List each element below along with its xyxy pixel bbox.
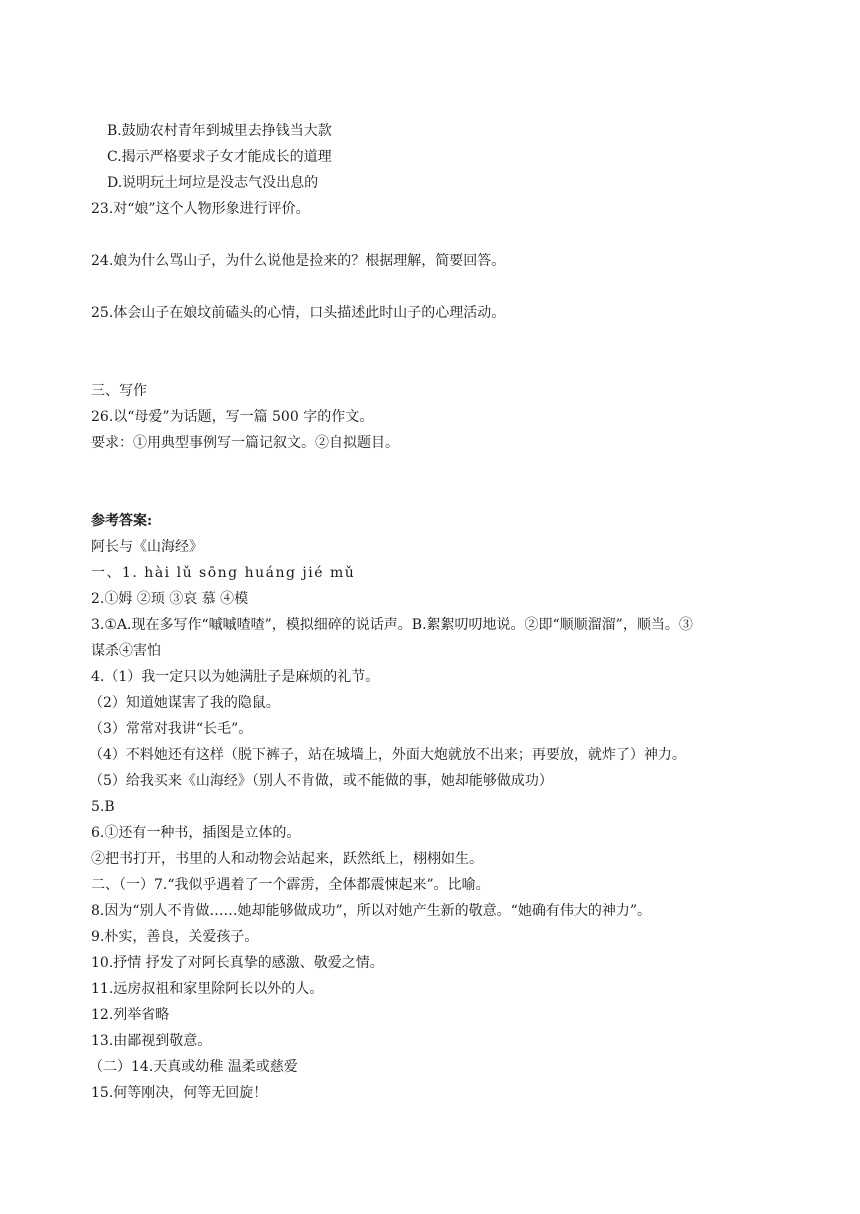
answer-5: 5.B bbox=[91, 799, 115, 815]
answer-6-1: 6.①还有一种书，插图是立体的。 bbox=[91, 825, 301, 841]
question-25: 25.体会山子在娘坟前磕头的心情，口头描述此时山子的心理活动。 bbox=[91, 305, 506, 321]
answer-4-1: 4.（1）我一定只以为她满肚子是麻烦的礼节。 bbox=[91, 669, 380, 685]
answer-12: 12.列举省略 bbox=[91, 1007, 170, 1023]
answer-11: 11.远房叔祖和家里除阿长以外的人。 bbox=[91, 981, 324, 997]
answer-4-5: （5）给我买来《山海经》（别人不肯做，或不能做的事，她却能够做成功） bbox=[89, 773, 553, 789]
answer-2: 2.①姆 ②顼 ③哀 慕 ④模 bbox=[91, 591, 249, 607]
answer-9: 9.朴实，善良，关爱孩子。 bbox=[91, 929, 259, 945]
answer-7: 二、（一）7.“我似乎遇着了一个霹雳，全体都震悚起来”。比喻。 bbox=[91, 877, 490, 893]
question-24: 24.娘为什么骂山子，为什么说他是捡来的？根据理解，简要回答。 bbox=[91, 253, 506, 269]
option-c: C.揭示严格要求子女才能成长的道理 bbox=[107, 149, 332, 165]
question-26: 26.以“母爱”为话题，写一篇 500 字的作文。 bbox=[91, 409, 374, 425]
answer-6-2: ②把书打开，书里的人和动物会站起来，跃然纸上，栩栩如生。 bbox=[91, 851, 483, 867]
option-b: B.鼓励农村青年到城里去挣钱当大款 bbox=[107, 123, 332, 139]
answer-10: 10.抒情 抒发了对阿长真挚的感激、敬爱之情。 bbox=[91, 955, 384, 971]
answer-14: （二）14.天真或幼稚 温柔或慈爱 bbox=[89, 1059, 298, 1075]
question-23: 23.对“娘”这个人物形象进行评价。 bbox=[91, 201, 310, 217]
answer-8: 8.因为“别人不肯做……她却能够做成功”，所以对她产生新的敬意。“她确有伟大的神力”。 bbox=[91, 903, 651, 919]
answers-heading: 参考答案: bbox=[91, 513, 153, 529]
writing-requirement: 要求：①用典型事例写一篇记叙文。②自拟题目。 bbox=[91, 435, 399, 451]
answer-3-line-2: 谋杀④害怕 bbox=[91, 643, 161, 659]
answer-3-line-1: 3.①A.现在多写作“嘁嘁喳喳”，模拟细碎的说话声。B.絮絮叨叨地说。②即“顺顺溜溜”，顺当。③ bbox=[91, 617, 693, 633]
option-d: D.说明玩土坷垃是没志气没出息的 bbox=[107, 175, 319, 191]
answer-1: 一、1. hài lǔ sōng huáng jié mǔ bbox=[91, 565, 356, 581]
answers-title: 阿长与《山海经》 bbox=[91, 539, 203, 555]
answer-4-4: （4）不料她还有这样（脱下裤子，站在城墙上，外面大炮就放不出来；再要放，就炸了）神力。 bbox=[89, 747, 686, 763]
answer-15: 15.何等刚决，何等无回旋！ bbox=[91, 1085, 268, 1101]
answer-13: 13.由鄙视到敬意。 bbox=[91, 1033, 212, 1049]
writing-heading: 三、写作 bbox=[91, 383, 147, 399]
answer-4-3: （3）常常对我讲“长毛”。 bbox=[89, 721, 253, 737]
answer-4-2: （2）知道她谋害了我的隐鼠。 bbox=[89, 695, 280, 711]
